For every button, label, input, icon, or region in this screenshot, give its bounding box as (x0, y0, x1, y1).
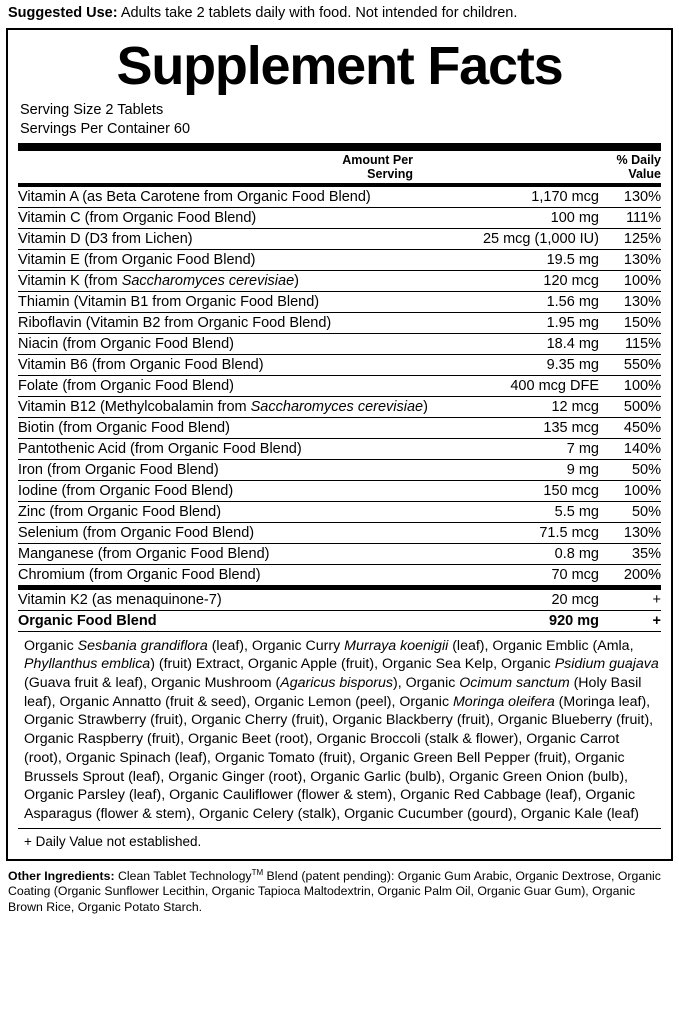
nutrient-amount: 120 mcg (471, 270, 599, 291)
table-row (18, 501, 661, 522)
blend-name: Organic Food Blend (18, 610, 485, 631)
secondary-rows-body (18, 590, 661, 632)
table-row (18, 333, 661, 354)
table-row (18, 417, 661, 438)
header-amount-line1: Amount Per (342, 152, 414, 167)
nutrient-name: Biotin (from Organic Food Blend) (18, 417, 471, 438)
supplement-facts-panel (6, 28, 673, 861)
divider-thick-top (18, 143, 661, 151)
nutrient-amount: 9.35 mg (471, 354, 599, 375)
table-row (18, 564, 661, 585)
daily-value-footnote: + Daily Value not established. (24, 833, 202, 849)
nutrient-amount: 12 mcg (471, 396, 599, 417)
nutrient-name: Vitamin K2 (as menaquinone-7) (18, 590, 485, 611)
nutrient-amount: 19.5 mg (471, 249, 599, 270)
nutrient-rows-body (18, 187, 661, 586)
organic-food-blend-ingredients: Organic Sesbania grandiflora (leaf), Organic Curry Murraya koenigii (leaf), Organic Emblic (Amla, Phyllanthus emblica) (fruit) Extract, Organic Apple (fruit), Organic Sea Kelp, Organic Psidium guajava (Guava fruit & leaf), Organic Mushroom (Agaricus bisporus), Organic Ocimum sanctum (Holy Basil leaf), Organic Annatto (fruit & seed), Organic Lemon (peel), Organic Moringa oleifera (Moringa leaf), Organic Strawberry (fruit), Organic Cherry (fruit), Organic Blackberry (fruit), Organic Blueberry (fruit), Organic Raspberry (fruit), Organic Beet (root), Organic Broccoli (stalk & flower), Organic Carrot (root), Organic Spinach (leaf), Organic Tomato (fruit), Organic Green Bell Pepper (fruit), Organic Brussels Sprout (leaf), Organic Ginger (root), Organic Garlic (bulb), Organic Green Onion (bulb), Organic Parsley (leaf), Organic Cauliflower (flower & stem), Organic Red Cabbage (leaf), Organic Asparagus (flower & stem), Organic Celery (stalk), Organic Cucumber (gourd), Organic Kale (leaf) (18, 632, 661, 829)
nutrient-amount: 150 mcg (471, 480, 599, 501)
nutrient-daily-value: 125% (599, 228, 661, 249)
nutrient-daily-value: 35% (599, 543, 661, 564)
nutrient-name: Chromium (from Organic Food Blend) (18, 564, 471, 585)
nutrient-daily-value: 100% (599, 375, 661, 396)
nutrient-amount: 0.8 mg (471, 543, 599, 564)
nutrient-daily-value: 130% (599, 522, 661, 543)
nutrient-amount: 5.5 mg (471, 501, 599, 522)
nutrient-rows-table (18, 187, 661, 586)
table-row (18, 291, 661, 312)
nutrient-daily-value: 130% (599, 187, 661, 208)
nutrient-amount: 1.56 mg (471, 291, 599, 312)
nutrient-daily-value: 100% (599, 270, 661, 291)
table-row (18, 228, 661, 249)
table-row (18, 270, 661, 291)
nutrient-daily-value: 200% (599, 564, 661, 585)
nutrient-daily-value: 500% (599, 396, 661, 417)
nutrient-name: Iodine (from Organic Food Blend) (18, 480, 471, 501)
table-row (18, 543, 661, 564)
nutrient-amount: 400 mcg DFE (471, 375, 599, 396)
nutrient-name: Vitamin B6 (from Organic Food Blend) (18, 354, 471, 375)
nutrient-name: Iron (from Organic Food Blend) (18, 459, 471, 480)
nutrient-name: Vitamin K (from Saccharomyces cerevisiae) (18, 270, 471, 291)
nutrient-name: Thiamin (Vitamin B1 from Organic Food Blend) (18, 291, 471, 312)
blend-daily-value: + (599, 610, 661, 631)
nutrient-daily-value: 115% (599, 333, 661, 354)
serving-info (20, 101, 661, 139)
table-row (18, 249, 661, 270)
nutrient-amount: 18.4 mg (471, 333, 599, 354)
table-row (18, 480, 661, 501)
secondary-rows-table (18, 590, 661, 632)
nutrient-daily-value: 130% (599, 291, 661, 312)
nutrient-daily-value: 100% (599, 480, 661, 501)
table-row (18, 312, 661, 333)
nutrient-name: Vitamin D (D3 from Lichen) (18, 228, 471, 249)
suggested-use-text: Adults take 2 tablets daily with food. Not intended for children. (117, 5, 518, 21)
other-ingredients-label: Other Ingredients: (8, 868, 115, 883)
table-header-row (18, 151, 661, 183)
nutrient-daily-value: 111% (599, 207, 661, 228)
nutrient-name: Niacin (from Organic Food Blend) (18, 333, 471, 354)
nutrient-daily-value: 150% (599, 312, 661, 333)
nutrient-amount: 9 mg (471, 459, 599, 480)
nutrient-amount: 25 mcg (1,000 IU) (471, 228, 599, 249)
table-row (18, 207, 661, 228)
table-row (18, 438, 661, 459)
header-daily-value (413, 151, 661, 183)
nutrient-name: Vitamin C (from Organic Food Blend) (18, 207, 471, 228)
blend-amount: 920 mg (485, 610, 600, 631)
page-title: Supplement Facts (116, 36, 563, 97)
table-row (18, 522, 661, 543)
other-ingredients (6, 861, 673, 917)
nutrient-name: Riboflavin (Vitamin B2 from Organic Food Blend) (18, 312, 471, 333)
nutrient-daily-value: 130% (599, 249, 661, 270)
nutrient-amount: 71.5 mcg (471, 522, 599, 543)
table-row (18, 187, 661, 208)
servings-per-container: Servings Per Container 60 (20, 120, 191, 137)
nutrient-name: Vitamin A (as Beta Carotene from Organic Food Blend) (18, 187, 471, 208)
nutrient-name: Selenium (from Organic Food Blend) (18, 522, 471, 543)
suggested-use-label: Suggested Use: (8, 5, 118, 21)
nutrient-daily-value: 550% (599, 354, 661, 375)
nutrient-amount: 1.95 mg (471, 312, 599, 333)
nutrient-amount: 100 mg (471, 207, 599, 228)
nutrient-name: Manganese (from Organic Food Blend) (18, 543, 471, 564)
nutrient-amount: 135 mcg (471, 417, 599, 438)
table-row (18, 354, 661, 375)
nutrition-table (18, 151, 661, 183)
nutrient-amount: 7 mg (471, 438, 599, 459)
table-row (18, 396, 661, 417)
serving-size: Serving Size 2 Tablets (20, 101, 164, 118)
nutrient-amount: 1,170 mcg (471, 187, 599, 208)
table-row (18, 590, 661, 611)
nutrient-daily-value: 450% (599, 417, 661, 438)
table-row (18, 459, 661, 480)
nutrient-name: Vitamin E (from Organic Food Blend) (18, 249, 471, 270)
nutrient-name: Zinc (from Organic Food Blend) (18, 501, 471, 522)
nutrient-amount: 70 mcg (471, 564, 599, 585)
nutrient-daily-value: 50% (599, 459, 661, 480)
nutrient-name: Folate (from Organic Food Blend) (18, 375, 471, 396)
nutrient-daily-value: 140% (599, 438, 661, 459)
header-amount-line2: Serving (367, 166, 414, 181)
nutrition-table-body (18, 151, 661, 183)
table-row (18, 375, 661, 396)
header-dv-line1: % Daily (616, 152, 661, 167)
nutrient-daily-value: 50% (599, 501, 661, 522)
nutrient-name: Vitamin B12 (Methylcobalamin from Saccharomyces cerevisiae) (18, 396, 471, 417)
nutrient-amount: 20 mcg (485, 590, 600, 611)
header-amount-per-serving (18, 151, 413, 183)
header-dv-line2: Value (628, 166, 661, 181)
nutrient-name: Pantothenic Acid (from Organic Food Blend) (18, 438, 471, 459)
suggested-use-line (6, 0, 673, 28)
table-row-blend (18, 610, 661, 631)
other-ingredients-text: Blend (patent pending): Organic Gum Arabic, Organic Dextrose, Organic Coating (Organic Sunflower Lecithin, Organic Tapioca Maltodextrin, Organic Palm Oil, Organic Guar Gum), Organic Brown Rice, Organic Potato Starch. (8, 868, 661, 914)
other-ingredients-brand: Clean Tablet Technology (118, 868, 252, 883)
nutrient-daily-value: + (599, 590, 661, 611)
trademark-symbol: TM (251, 867, 264, 877)
